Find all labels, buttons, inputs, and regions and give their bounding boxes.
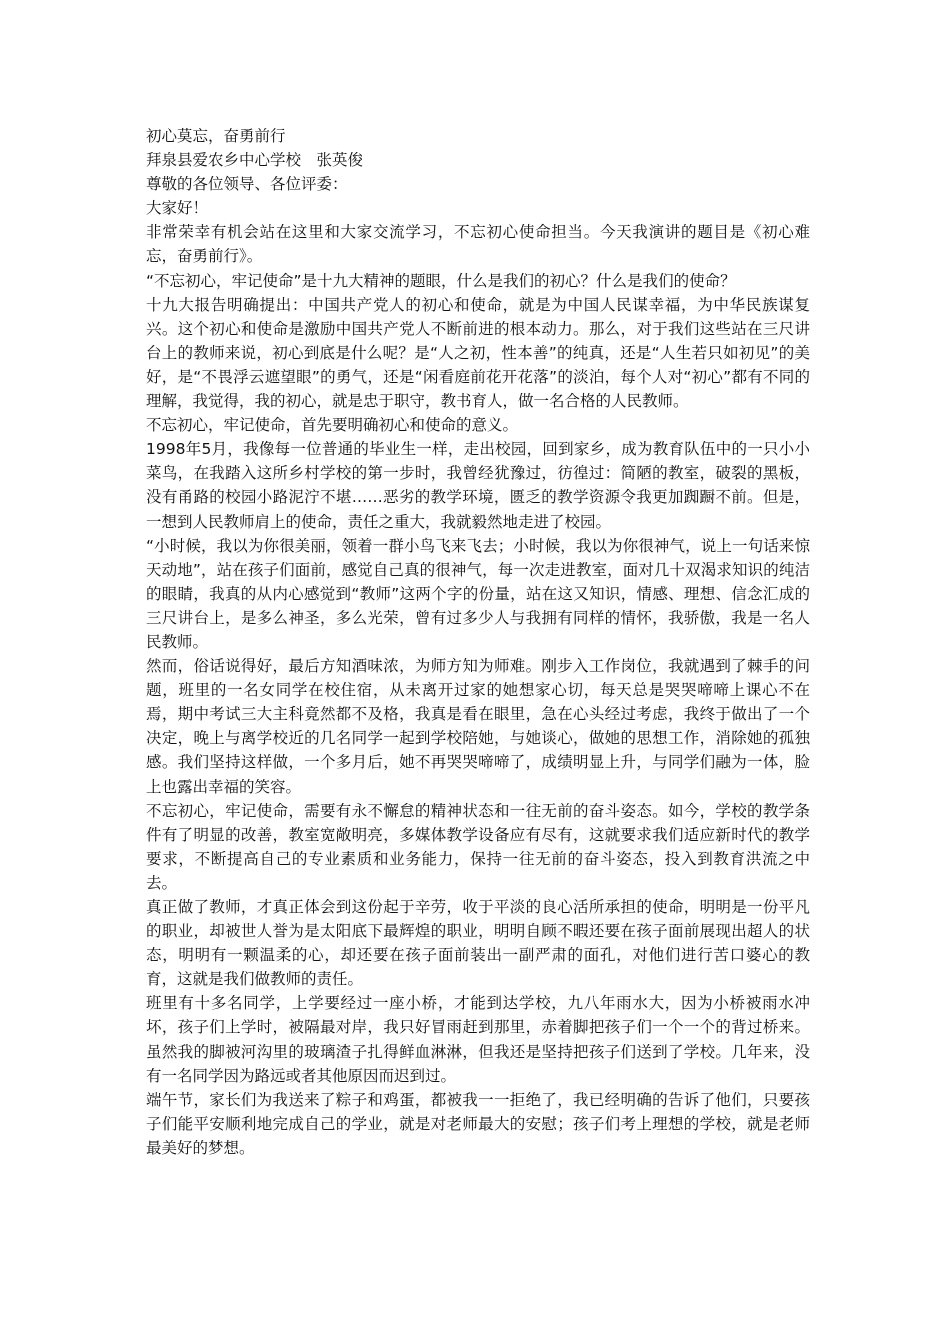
paragraph: 1998年5月，我像每一位普通的毕业生一样，走出校园，回到家乡，成为教育队伍中的一只小小菜鸟，在我踏入这所乡村学校的第一步时，我曾经犹豫过，彷徨过：简陋的教室，破裂的黑板，没有甬路的校园小路泥泞不堪……恶劣的教学环境，匮乏的教学资源令我更加踟蹰不前。但是，一想到人民教师肩上的使命，责任之重大，我就毅然地走进了校园。 — [146, 440, 810, 531]
paragraph: 不忘初心，牢记使命，首先要明确初心和使命的意义。 — [146, 416, 519, 435]
paragraph: 不忘初心，牢记使命，需要有永不懈怠的精神状态和一往无前的奋斗姿态。如今，学校的教学条件有了明显的改善，教室宽敞明亮，多媒体教学设备应有尽有，这就要求我们适应新时代的教学要求，不断提高自己的专业素质和业务能力，保持一往无前的奋斗姿态，投入到教育洪流之中去。 — [146, 801, 810, 892]
greeting: 大家好！ — [146, 199, 209, 218]
paragraph: “不忘初心，牢记使命”是十九大精神的题眼，什么是我们的初心？什么是我们的使命？ — [146, 271, 736, 290]
document-body — [146, 124, 810, 1160]
paragraph: “小时候，我以为你很美丽，领着一群小鸟飞来飞去；小时候，我以为你很神气，说上一句话来惊天动地”，站在孩子们面前，感觉自己真的很神气，每一次走进教室，面对几十双渴求知识的纯洁的眼睛，我真的从内心感觉到“教师”这两个字的份量，站在这又知识，情感、理想、信念汇成的三尺讲台上，是多么神圣，多么光荣，曾有过多少人与我拥有同样的情怀，我骄傲，我是一名人民教师。 — [146, 536, 810, 651]
paragraph: 班里有十多名同学，上学要经过一座小桥，才能到达学校，九八年雨水大，因为小桥被雨水冲坏，孩子们上学时，被隔最对岸，我只好冒雨赶到那里，赤着脚把孩子们一个一个的背过桥来。虽然我的脚被河沟里的玻璃渣子扎得鲜血淋淋，但我还是坚持把孩子们送到了学校。几年来，没有一名同学因为路远或者其他原因而迟到过。 — [146, 994, 810, 1085]
paragraph: 真正做了教师，才真正体会到这份起于辛劳，收于平淡的良心活所承担的使命，明明是一份平凡的职业，却被世人誉为是太阳底下最辉煌的职业，明明自顾不暇还要在孩子面前展现出超人的状态，明明有一颗温柔的心，却还要在孩子面前装出一副严肃的面孔，对他们进行苦口婆心的教育，这就是我们做教师的责任。 — [146, 898, 810, 989]
paragraph: 然而，俗话说得好，最后方知酒味浓，为师方知为师难。刚步入工作岗位，我就遇到了棘手的问题，班里的一名女同学在校住宿，从未离开过家的她想家心切，每天总是哭哭啼啼上课心不在焉，期中考试三大主科竟然都不及格，我真是看在眼里，急在心头经过考虑，我终于做出了一个决定，晚上与离学校近的几名同学一起到学校陪她，与她谈心，做她的思想工作，消除她的孤独感。我们坚持这样做，一个多月后，她不再哭哭啼啼了，成绩明显上升，与同学们融为一体，脸上也露出幸福的笑容。 — [146, 657, 810, 796]
paragraph: 十九大报告明确提出：中国共产党人的初心和使命，就是为中国人民谋幸福，为中华民族谋复兴。这个初心和使命是激励中国共产党人不断前进的根本动力。那么，对于我们这些站在三尺讲台上的教师来说，初心到底是什么呢？是“人之初，性本善”的纯真，还是“人生若只如初见”的美好，是“不畏浮云遮望眼”的勇气，还是“闲看庭前花开花落”的淡泊，每个人对“初心”都有不同的理解，我觉得，我的初心，就是忠于职守，教书育人，做一名合格的人民教师。 — [146, 295, 810, 411]
document-title: 初心莫忘，奋勇前行 — [146, 127, 286, 145]
paragraph: 非常荣幸有机会站在这里和大家交流学习，不忘初心使命担当。今天我演讲的题目是《初心难忘，奋勇前行》。 — [146, 223, 810, 266]
author-line: 拜泉县爱农乡中心学校 张英俊 — [146, 151, 364, 170]
paragraph: 端午节，家长们为我送来了粽子和鸡蛋，都被我一一拒绝了，我已经明确的告诉了他们，只要孩子们能平安顺利地完成自己的学业，就是对老师最大的安慰；孩子们考上理想的学校，就是老师最美好的梦想。 — [146, 1090, 810, 1157]
salutation: 尊敬的各位领导、各位评委： — [146, 175, 348, 194]
